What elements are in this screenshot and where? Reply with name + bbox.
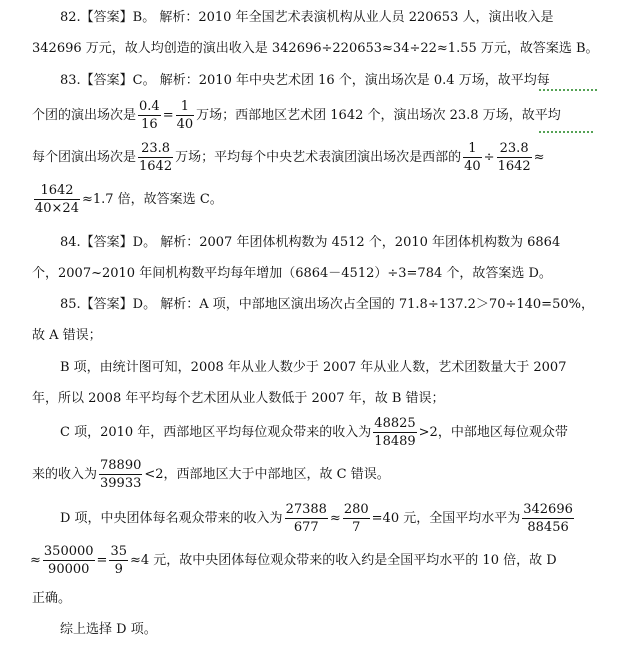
q83-l3-mid: 万场；平均每个中央艺术表演团演出场次是西部的 xyxy=(175,150,462,165)
q85-c1-pre: C 项，2010 年，西部地区平均每位观众带来的收入为 xyxy=(60,425,372,440)
divide-sign: ÷ xyxy=(483,150,495,165)
q85-d-line1 xyxy=(0,499,634,539)
fraction-35-over-9 xyxy=(109,543,128,578)
q85-c2-post: <2，西部地区大于中部地区，故 C 错误。 xyxy=(144,467,390,482)
q84-line1: 84.【答案】D。 解析：2007 年团体机构数为 4512 个，2010 年团体机构数为 6864 xyxy=(60,235,561,250)
fraction-78890-over-39933 xyxy=(99,457,142,492)
q83-line3 xyxy=(0,138,634,178)
q85-line2: 故 A 错误； xyxy=(32,328,102,343)
q85-c1-post: >2，中部地区每位观众带 xyxy=(418,425,568,440)
q85-d1-pre: D 项，中央团体每名观众带来的收入为 xyxy=(60,511,283,526)
q82-line2: 342696 万元，故人均创造的演出收入是 342696÷220653≈34÷22≈1.55 万元，故答案选 B。 xyxy=(32,41,599,56)
q85-d-line2 xyxy=(0,541,634,581)
q85-d-line3: 正确。 xyxy=(32,591,72,606)
denominator: 9 xyxy=(109,560,128,578)
spellcheck-underline xyxy=(538,131,594,133)
fraction-350000-over-90000 xyxy=(43,543,95,578)
fraction-1-over-40 xyxy=(176,98,195,133)
q85-d1-mid: =40 元，全国平均水平为 xyxy=(371,511,521,526)
denominator: 1642 xyxy=(139,159,173,174)
numerator: 1 xyxy=(180,99,190,114)
fraction-23.8-over-1642-b xyxy=(497,140,532,175)
q84-line2: 个，2007~2010 年间机构数平均每年增加（6864－4512）÷3=784 个，故答案选 D。 xyxy=(32,266,552,281)
denominator: 1642 xyxy=(497,159,531,174)
q83-line4 xyxy=(0,180,634,220)
numerator: 0.4 xyxy=(139,99,160,114)
approx-sign: ≈ xyxy=(30,553,41,568)
denominator: 18489 xyxy=(374,434,416,449)
spellcheck-underline xyxy=(538,89,598,91)
numerator: 78890 xyxy=(100,458,142,473)
denominator: 40 xyxy=(464,159,481,174)
approx-sign: ≈ xyxy=(533,150,545,165)
approx-sign: ≈ xyxy=(329,511,341,526)
fraction-342696-over-88456 xyxy=(522,501,574,536)
denominator: 16 xyxy=(138,115,161,133)
denominator: 40×24 xyxy=(35,201,79,216)
numerator: 23.8 xyxy=(499,141,529,156)
numerator: 35 xyxy=(110,544,127,559)
numerator: 48825 xyxy=(374,416,416,431)
fraction-48825-over-18489 xyxy=(373,415,416,450)
denominator: 7 xyxy=(343,518,370,536)
numerator: 27388 xyxy=(285,502,327,517)
q85-line1: 85.【答案】D。 解析：A 项，中部地区演出场次占全国的 71.8÷137.2＞70÷140=50%， xyxy=(60,297,594,312)
numerator: 280 xyxy=(343,502,369,517)
q85-c2-pre: 来的收入为 xyxy=(32,467,98,482)
q83-l3-pre: 每个团演出场次是 xyxy=(32,150,137,165)
denominator: 40 xyxy=(176,117,194,132)
q83-l2-pre: 个团的演出场次是 xyxy=(32,108,137,123)
numerator: 1 xyxy=(468,141,477,156)
fraction-1642-over-40x24 xyxy=(34,182,80,217)
q85-d2-post: ≈4 元，故中央团体每位观众带来的收入约是全国平均水平的 10 倍，故 D xyxy=(130,553,557,568)
fraction-1-over-40-b xyxy=(463,140,482,175)
numerator: 1642 xyxy=(40,183,74,198)
equals-sign: = xyxy=(162,108,174,123)
q82-line1: 82.【答案】B。 解析：2010 年全国艺术表演机构从业人员 220653 人，演出收入是 xyxy=(60,10,554,25)
numerator: 342696 xyxy=(523,502,573,517)
q85-summary: 综上选择 D 项。 xyxy=(60,622,157,637)
numerator: 23.8 xyxy=(141,141,171,156)
q85-c-line1 xyxy=(0,413,634,453)
q83-l2-post: 万场；西部地区艺术团 1642 个，演出场次 23.8 万场，故平均 xyxy=(196,108,561,123)
fraction-27388-over-677 xyxy=(285,501,328,536)
q85-b-line2: 年，所以 2008 年平均每个艺术团从业人数低于 2007 年，故 B 错误； xyxy=(32,391,445,406)
numerator: 350000 xyxy=(43,544,94,559)
fraction-0.4-over-16 xyxy=(138,98,161,133)
denominator: 39933 xyxy=(100,476,142,491)
denominator: 677 xyxy=(285,518,328,536)
denominator: 88456 xyxy=(522,518,574,536)
q85-c-line2 xyxy=(0,455,634,495)
q83-l4-post: ≈1.7 倍，故答案选 C。 xyxy=(81,192,223,207)
denominator: 90000 xyxy=(43,560,95,578)
fraction-23.8-over-1642 xyxy=(138,140,173,175)
equals-sign: = xyxy=(96,553,108,568)
q83-line1: 83.【答案】C。 解析：2010 年中央艺术团 16 个，演出场次是 0.4 万场，故平均每 xyxy=(60,73,550,88)
q85-b-line1: B 项，由统计图可知，2008 年从业人数少于 2007 年从业人数，艺术团数量大于 2007 xyxy=(60,360,567,375)
q83-line2 xyxy=(0,96,634,136)
fraction-280-over-7 xyxy=(343,501,370,536)
